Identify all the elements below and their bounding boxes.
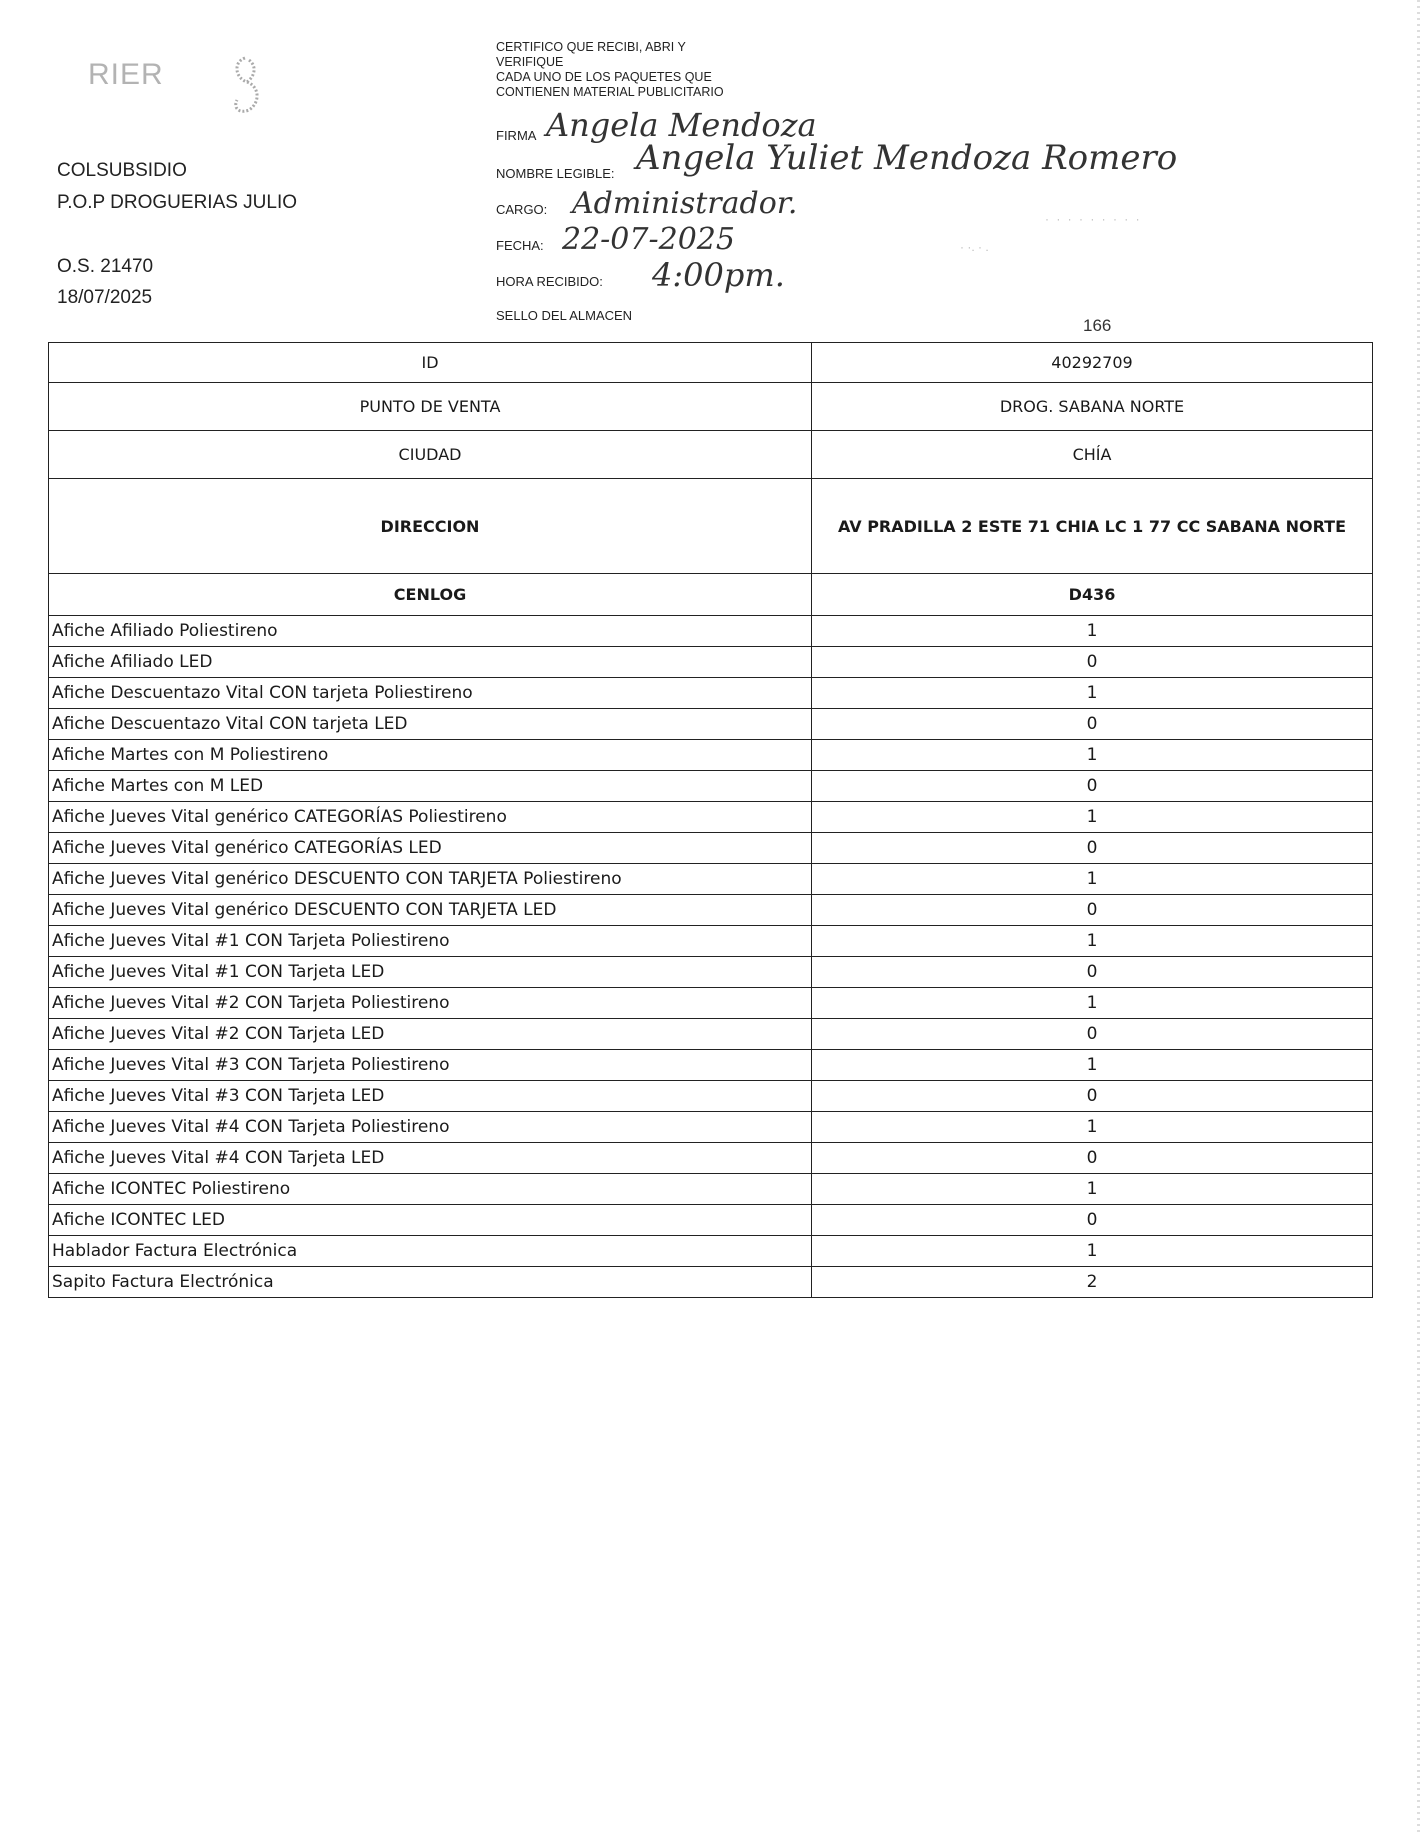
courier-logo — [58, 52, 268, 122]
item-row — [49, 833, 1373, 864]
item-name: Afiche Jueves Vital #3 CON Tarjeta Poliestireno — [49, 1050, 812, 1081]
firma-signature: Angela Mendoza — [546, 106, 817, 144]
item-qty: 0 — [812, 1081, 1373, 1112]
info-value: AV PRADILLA 2 ESTE 71 CHIA LC 1 77 CC SABANA NORTE — [812, 479, 1373, 574]
info-row-direccion — [49, 479, 1373, 574]
item-name: Afiche Jueves Vital #4 CON Tarjeta LED — [49, 1143, 812, 1174]
certificate-statement — [496, 40, 724, 100]
info-row-ciudad — [49, 431, 1373, 479]
item-qty: 1 — [812, 802, 1373, 833]
item-qty: 0 — [812, 833, 1373, 864]
item-qty: 0 — [812, 1019, 1373, 1050]
statement-line: CONTIENEN MATERIAL PUBLICITARIO — [496, 85, 724, 99]
item-row — [49, 1236, 1373, 1267]
item-qty: 1 — [812, 1174, 1373, 1205]
faded-stamp-mark: · ·. · . — [960, 240, 989, 254]
item-row — [49, 1019, 1373, 1050]
item-row — [49, 1143, 1373, 1174]
info-label: PUNTO DE VENTA — [49, 383, 812, 431]
item-name: Afiche ICONTEC Poliestireno — [49, 1174, 812, 1205]
info-value: D436 — [812, 574, 1373, 616]
item-row — [49, 988, 1373, 1019]
info-label: ID — [49, 343, 812, 383]
item-name: Afiche ICONTEC LED — [49, 1205, 812, 1236]
item-qty: 1 — [812, 678, 1373, 709]
item-name: Afiche Jueves Vital #1 CON Tarjeta LED — [49, 957, 812, 988]
item-row — [49, 740, 1373, 771]
item-row — [49, 616, 1373, 647]
item-qty: 0 — [812, 771, 1373, 802]
faded-stamp-mark: · · · · · · · · · — [1045, 212, 1142, 226]
company-name: COLSUBSIDIO — [57, 160, 187, 181]
item-name: Afiche Jueves Vital genérico CATEGORÍAS Poliestireno — [49, 802, 812, 833]
item-qty: 1 — [812, 1050, 1373, 1081]
page-number: 166 — [1083, 316, 1112, 335]
item-qty: 1 — [812, 740, 1373, 771]
item-qty: 1 — [812, 616, 1373, 647]
item-row — [49, 1267, 1373, 1298]
hora-value: 4:00pm. — [652, 256, 785, 294]
item-name: Afiche Jueves Vital #4 CON Tarjeta Poliestireno — [49, 1112, 812, 1143]
item-name: Afiche Jueves Vital genérico CATEGORÍAS LED — [49, 833, 812, 864]
item-qty: 0 — [812, 647, 1373, 678]
item-row — [49, 1174, 1373, 1205]
item-row — [49, 802, 1373, 833]
info-label: CIUDAD — [49, 431, 812, 479]
item-name: Afiche Martes con M LED — [49, 771, 812, 802]
item-row — [49, 647, 1373, 678]
item-name: Afiche Jueves Vital #1 CON Tarjeta Poliestireno — [49, 926, 812, 957]
item-qty: 1 — [812, 864, 1373, 895]
item-name: Afiche Jueves Vital #2 CON Tarjeta LED — [49, 1019, 812, 1050]
sello-label: SELLO DEL ALMACEN — [496, 308, 633, 323]
item-qty: 1 — [812, 988, 1373, 1019]
item-row — [49, 864, 1373, 895]
department-name: P.O.P DROGUERIAS JULIO — [57, 192, 298, 213]
item-qty: 2 — [812, 1267, 1373, 1298]
cargo-value: Administrador. — [572, 186, 798, 221]
item-qty: 0 — [812, 1143, 1373, 1174]
info-label: DIRECCION — [49, 479, 812, 574]
statement-line: CERTIFICO QUE RECIBI, ABRI Y — [496, 40, 686, 54]
item-name: Sapito Factura Electrónica — [49, 1267, 812, 1298]
item-row — [49, 1050, 1373, 1081]
item-name: Hablador Factura Electrónica — [49, 1236, 812, 1267]
item-qty: 0 — [812, 957, 1373, 988]
item-name: Afiche Jueves Vital #2 CON Tarjeta Poliestireno — [49, 988, 812, 1019]
item-row — [49, 895, 1373, 926]
info-row-punto-de-venta — [49, 383, 1373, 431]
item-name: Afiche Jueves Vital genérico DESCUENTO CON TARJETA Poliestireno — [49, 864, 812, 895]
item-name: Afiche Jueves Vital #3 CON Tarjeta LED — [49, 1081, 812, 1112]
info-row-cenlog — [49, 574, 1373, 616]
item-qty: 1 — [812, 926, 1373, 957]
delivery-table — [48, 342, 1373, 1298]
order-date: 18/07/2025 — [57, 287, 153, 308]
info-value: CHÍA — [812, 431, 1373, 479]
item-row — [49, 1112, 1373, 1143]
hora-label: HORA RECIBIDO: — [496, 274, 603, 289]
fecha-label: FECHA: — [496, 238, 544, 253]
item-row — [49, 1205, 1373, 1236]
statement-line: CADA UNO DE LOS PAQUETES QUE — [496, 70, 712, 84]
info-row-id — [49, 343, 1373, 383]
item-name: Afiche Descuentazo Vital CON tarjeta Poliestireno — [49, 678, 812, 709]
firma-label: FIRMA — [496, 128, 537, 143]
item-row — [49, 926, 1373, 957]
item-name: Afiche Afiliado Poliestireno — [49, 616, 812, 647]
statement-line: VERIFIQUE — [496, 55, 564, 69]
logo-ribbon-icon — [223, 52, 273, 118]
fecha-value: 22-07-2025 — [562, 222, 735, 257]
item-row — [49, 957, 1373, 988]
item-row — [49, 1081, 1373, 1112]
item-name: Afiche Jueves Vital genérico DESCUENTO CON TARJETA LED — [49, 895, 812, 926]
item-row — [49, 678, 1373, 709]
item-qty: 0 — [812, 895, 1373, 926]
cargo-label: CARGO: — [496, 202, 548, 217]
nombre-value: Angela Yuliet Mendoza Romero — [636, 138, 1178, 178]
order-number: O.S. 21470 — [57, 256, 154, 277]
item-name: Afiche Afiliado LED — [49, 647, 812, 678]
item-qty: 1 — [812, 1112, 1373, 1143]
logo-word: RIER — [88, 58, 164, 91]
item-qty: 1 — [812, 1236, 1373, 1267]
info-value: DROG. SABANA NORTE — [812, 383, 1373, 431]
nombre-label: NOMBRE LEGIBLE: — [496, 166, 615, 181]
item-qty: 0 — [812, 709, 1373, 740]
item-row — [49, 709, 1373, 740]
info-label: CENLOG — [49, 574, 812, 616]
info-value: 40292709 — [812, 343, 1373, 383]
item-row — [49, 771, 1373, 802]
item-name: Afiche Martes con M Poliestireno — [49, 740, 812, 771]
item-qty: 0 — [812, 1205, 1373, 1236]
item-name: Afiche Descuentazo Vital CON tarjeta LED — [49, 709, 812, 740]
